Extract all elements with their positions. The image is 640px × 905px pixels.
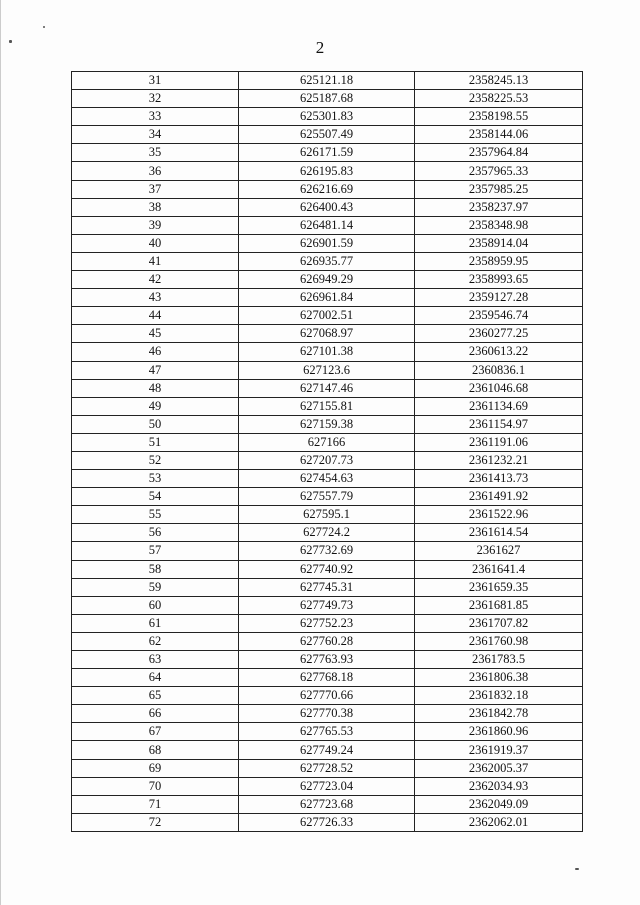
table-row [72,759,583,777]
point-number-cell: 67 [72,723,239,741]
x-coordinate-cell: 627732.69 [239,542,415,560]
point-number-cell: 38 [72,198,239,216]
x-coordinate-cell: 627595.1 [239,506,415,524]
y-coordinate-cell: 2358993.65 [415,271,583,289]
y-coordinate-cell: 2361491.92 [415,488,583,506]
table-row [72,72,583,90]
x-coordinate-cell: 627768.18 [239,669,415,687]
point-number-cell: 64 [72,669,239,687]
coordinate-table-body [72,72,583,832]
y-coordinate-cell: 2358245.13 [415,72,583,90]
y-coordinate-cell: 2361760.98 [415,632,583,650]
y-coordinate-cell: 2357985.25 [415,180,583,198]
point-number-cell: 55 [72,506,239,524]
x-coordinate-cell: 627724.2 [239,524,415,542]
x-coordinate-cell: 627002.51 [239,307,415,325]
x-coordinate-cell: 627155.81 [239,397,415,415]
table-row [72,180,583,198]
y-coordinate-cell: 2361134.69 [415,397,583,415]
table-row [72,126,583,144]
point-number-cell: 68 [72,741,239,759]
x-coordinate-cell: 627728.52 [239,759,415,777]
x-coordinate-cell: 627723.68 [239,795,415,813]
x-coordinate-cell: 627166 [239,433,415,451]
point-number-cell: 61 [72,614,239,632]
y-coordinate-cell: 2362062.01 [415,813,583,831]
table-row [72,361,583,379]
point-number-cell: 54 [72,488,239,506]
y-coordinate-cell: 2358225.53 [415,90,583,108]
point-number-cell: 52 [72,451,239,469]
table-row [72,741,583,759]
table-row [72,325,583,343]
table-row [72,524,583,542]
x-coordinate-cell: 627557.79 [239,488,415,506]
table-row [72,632,583,650]
y-coordinate-cell: 2358237.97 [415,198,583,216]
table-row [72,397,583,415]
table-row [72,614,583,632]
point-number-cell: 65 [72,687,239,705]
x-coordinate-cell: 625121.18 [239,72,415,90]
table-row [72,813,583,831]
x-coordinate-cell: 626481.14 [239,216,415,234]
y-coordinate-cell: 2361860.96 [415,723,583,741]
point-number-cell: 46 [72,343,239,361]
point-number-cell: 39 [72,216,239,234]
table-row [72,777,583,795]
point-number-cell: 40 [72,234,239,252]
table-row [72,451,583,469]
point-number-cell: 71 [72,795,239,813]
table-row [72,379,583,397]
scan-edge-line [0,0,1,905]
y-coordinate-cell: 2361806.38 [415,669,583,687]
x-coordinate-cell: 627749.24 [239,741,415,759]
table-row [72,651,583,669]
x-coordinate-cell: 625301.83 [239,108,415,126]
point-number-cell: 72 [72,813,239,831]
table-row [72,578,583,596]
y-coordinate-cell: 2358959.95 [415,252,583,270]
x-coordinate-cell: 627101.38 [239,343,415,361]
y-coordinate-cell: 2361627 [415,542,583,560]
coordinate-table [71,71,583,832]
x-coordinate-cell: 625187.68 [239,90,415,108]
x-coordinate-cell: 627159.38 [239,415,415,433]
table-row [72,144,583,162]
point-number-cell: 31 [72,72,239,90]
point-number-cell: 69 [72,759,239,777]
x-coordinate-cell: 625507.49 [239,126,415,144]
y-coordinate-cell: 2361413.73 [415,470,583,488]
x-coordinate-cell: 627740.92 [239,560,415,578]
point-number-cell: 51 [72,433,239,451]
point-number-cell: 59 [72,578,239,596]
table-row [72,795,583,813]
point-number-cell: 60 [72,596,239,614]
table-row [72,506,583,524]
point-number-cell: 42 [72,271,239,289]
scan-speck [575,868,579,870]
x-coordinate-cell: 627749.73 [239,596,415,614]
x-coordinate-cell: 627454.63 [239,470,415,488]
y-coordinate-cell: 2361659.35 [415,578,583,596]
table-row [72,252,583,270]
point-number-cell: 56 [72,524,239,542]
x-coordinate-cell: 626216.69 [239,180,415,198]
point-number-cell: 58 [72,560,239,578]
y-coordinate-cell: 2361919.37 [415,741,583,759]
y-coordinate-cell: 2361614.54 [415,524,583,542]
x-coordinate-cell: 627723.04 [239,777,415,795]
point-number-cell: 48 [72,379,239,397]
x-coordinate-cell: 626961.84 [239,289,415,307]
x-coordinate-cell: 626171.59 [239,144,415,162]
table-row [72,687,583,705]
x-coordinate-cell: 627147.46 [239,379,415,397]
y-coordinate-cell: 2358198.55 [415,108,583,126]
y-coordinate-cell: 2362034.93 [415,777,583,795]
point-number-cell: 50 [72,415,239,433]
y-coordinate-cell: 2361783.5 [415,651,583,669]
x-coordinate-cell: 626901.59 [239,234,415,252]
table-row [72,433,583,451]
y-coordinate-cell: 2361842.78 [415,705,583,723]
y-coordinate-cell: 2358144.06 [415,126,583,144]
y-coordinate-cell: 2362049.09 [415,795,583,813]
point-number-cell: 37 [72,180,239,198]
table-row [72,596,583,614]
x-coordinate-cell: 626949.29 [239,271,415,289]
point-number-cell: 53 [72,470,239,488]
x-coordinate-cell: 626935.77 [239,252,415,270]
y-coordinate-cell: 2361641.4 [415,560,583,578]
table-row [72,90,583,108]
y-coordinate-cell: 2360277.25 [415,325,583,343]
table-row [72,307,583,325]
x-coordinate-cell: 626195.83 [239,162,415,180]
y-coordinate-cell: 2359546.74 [415,307,583,325]
y-coordinate-cell: 2358348.98 [415,216,583,234]
table-row [72,560,583,578]
point-number-cell: 62 [72,632,239,650]
table-row [72,705,583,723]
point-number-cell: 63 [72,651,239,669]
y-coordinate-cell: 2358914.04 [415,234,583,252]
table-row [72,108,583,126]
point-number-cell: 36 [72,162,239,180]
x-coordinate-cell: 627765.53 [239,723,415,741]
y-coordinate-cell: 2357965.33 [415,162,583,180]
point-number-cell: 44 [72,307,239,325]
x-coordinate-cell: 627123.6 [239,361,415,379]
y-coordinate-cell: 2357964.84 [415,144,583,162]
y-coordinate-cell: 2361191.06 [415,433,583,451]
point-number-cell: 66 [72,705,239,723]
y-coordinate-cell: 2361232.21 [415,451,583,469]
y-coordinate-cell: 2359127.28 [415,289,583,307]
y-coordinate-cell: 2361832.18 [415,687,583,705]
table-row [72,234,583,252]
y-coordinate-cell: 2360836.1 [415,361,583,379]
table-row [72,470,583,488]
x-coordinate-cell: 627763.93 [239,651,415,669]
page-number: 2 [315,38,325,57]
point-number-cell: 49 [72,397,239,415]
point-number-cell: 41 [72,252,239,270]
y-coordinate-cell: 2361707.82 [415,614,583,632]
table-row [72,271,583,289]
x-coordinate-cell: 627752.23 [239,614,415,632]
x-coordinate-cell: 627770.38 [239,705,415,723]
y-coordinate-cell: 2360613.22 [415,343,583,361]
x-coordinate-cell: 627207.73 [239,451,415,469]
table-row [72,488,583,506]
point-number-cell: 47 [72,361,239,379]
table-row [72,198,583,216]
point-number-cell: 35 [72,144,239,162]
table-row [72,162,583,180]
y-coordinate-cell: 2362005.37 [415,759,583,777]
point-number-cell: 45 [72,325,239,343]
table-row [72,669,583,687]
y-coordinate-cell: 2361522.96 [415,506,583,524]
table-row [72,343,583,361]
scan-speck [43,26,45,28]
table-row [72,289,583,307]
x-coordinate-cell: 627760.28 [239,632,415,650]
y-coordinate-cell: 2361154.97 [415,415,583,433]
point-number-cell: 33 [72,108,239,126]
x-coordinate-cell: 627726.33 [239,813,415,831]
y-coordinate-cell: 2361681.85 [415,596,583,614]
point-number-cell: 34 [72,126,239,144]
y-coordinate-cell: 2361046.68 [415,379,583,397]
table-row [72,542,583,560]
table-row [72,723,583,741]
x-coordinate-cell: 627068.97 [239,325,415,343]
table-row [72,415,583,433]
point-number-cell: 32 [72,90,239,108]
point-number-cell: 43 [72,289,239,307]
point-number-cell: 70 [72,777,239,795]
x-coordinate-cell: 627770.66 [239,687,415,705]
point-number-cell: 57 [72,542,239,560]
x-coordinate-cell: 626400.43 [239,198,415,216]
x-coordinate-cell: 627745.31 [239,578,415,596]
table-row [72,216,583,234]
